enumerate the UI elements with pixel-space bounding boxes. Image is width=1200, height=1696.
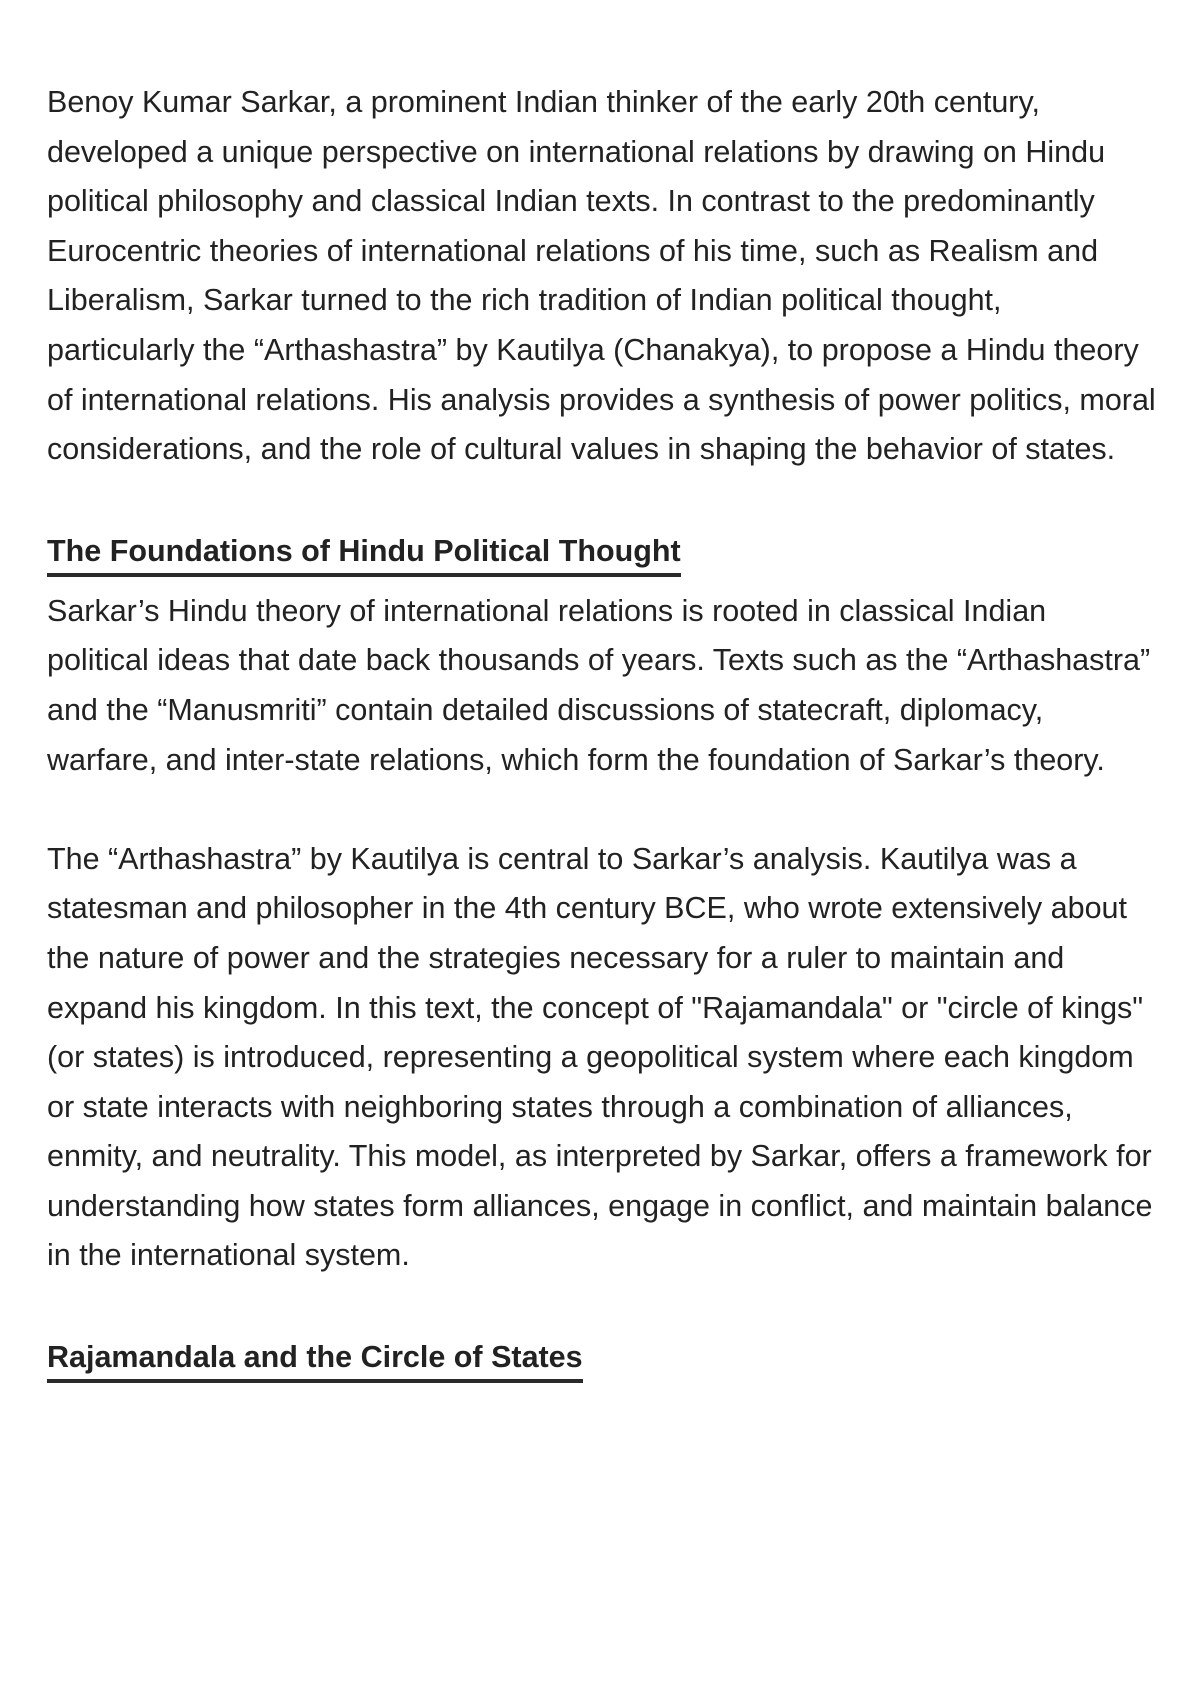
heading-foundations: The Foundations of Hindu Political Thought <box>47 531 681 577</box>
section-spacer <box>47 1281 1156 1337</box>
foundations-paragraph-2: The “Arthashastra” by Kautilya is central to Sarkar’s analysis. Kautilya was a statesman and philosopher in the 4th century BCE, who wrote extensively about the nature of power and the strategies necessary for a ruler to maintain and expand his kingdom. In this text, the concept of "Rajamandala" or "circle of kings" (or states) is introduced, representing a geopolitical system where each kingdom or state interacts with neighboring states through a combination of alliances, enmity, and neutrality. This model, as interpreted by Sarkar, offers a framework for understanding how states form alliances, engage in conflict, and maintain balance in the international system. <box>47 841 1153 1273</box>
heading-foundations-wrap <box>47 531 1156 577</box>
foundations-paragraph-1: Sarkar’s Hindu theory of international relations is rooted in classical Indian political ideas that date back thousands of years. Texts such as the “Arthashastra” and the “Manusmriti” contain detailed discussions of statecraft, diplomacy, warfare, and inter-state relations, which form the foundation of Sarkar’s theory. <box>47 593 1151 777</box>
intro-paragraph: Benoy Kumar Sarkar, a prominent Indian thinker of the early 20th century, developed a unique perspective on international relations by drawing on Hindu political philosophy and classical Indian texts. In contrast to the predominantly Eurocentric theories of international relations of his time, such as Realism and Liberalism, Sarkar turned to the rich tradition of Indian political thought, particularly the “Arthashastra” by Kautilya (Chanakya), to propose a Hindu theory of international relations. His analysis provides a synthesis of power politics, moral considerations, and the role of cultural values in shaping the behavior of states. <box>47 85 1156 467</box>
heading-rajamandala: Rajamandala and the Circle of States <box>47 1337 583 1383</box>
heading-rajamandala-wrap <box>47 1337 1156 1383</box>
section-spacer <box>47 475 1156 531</box>
